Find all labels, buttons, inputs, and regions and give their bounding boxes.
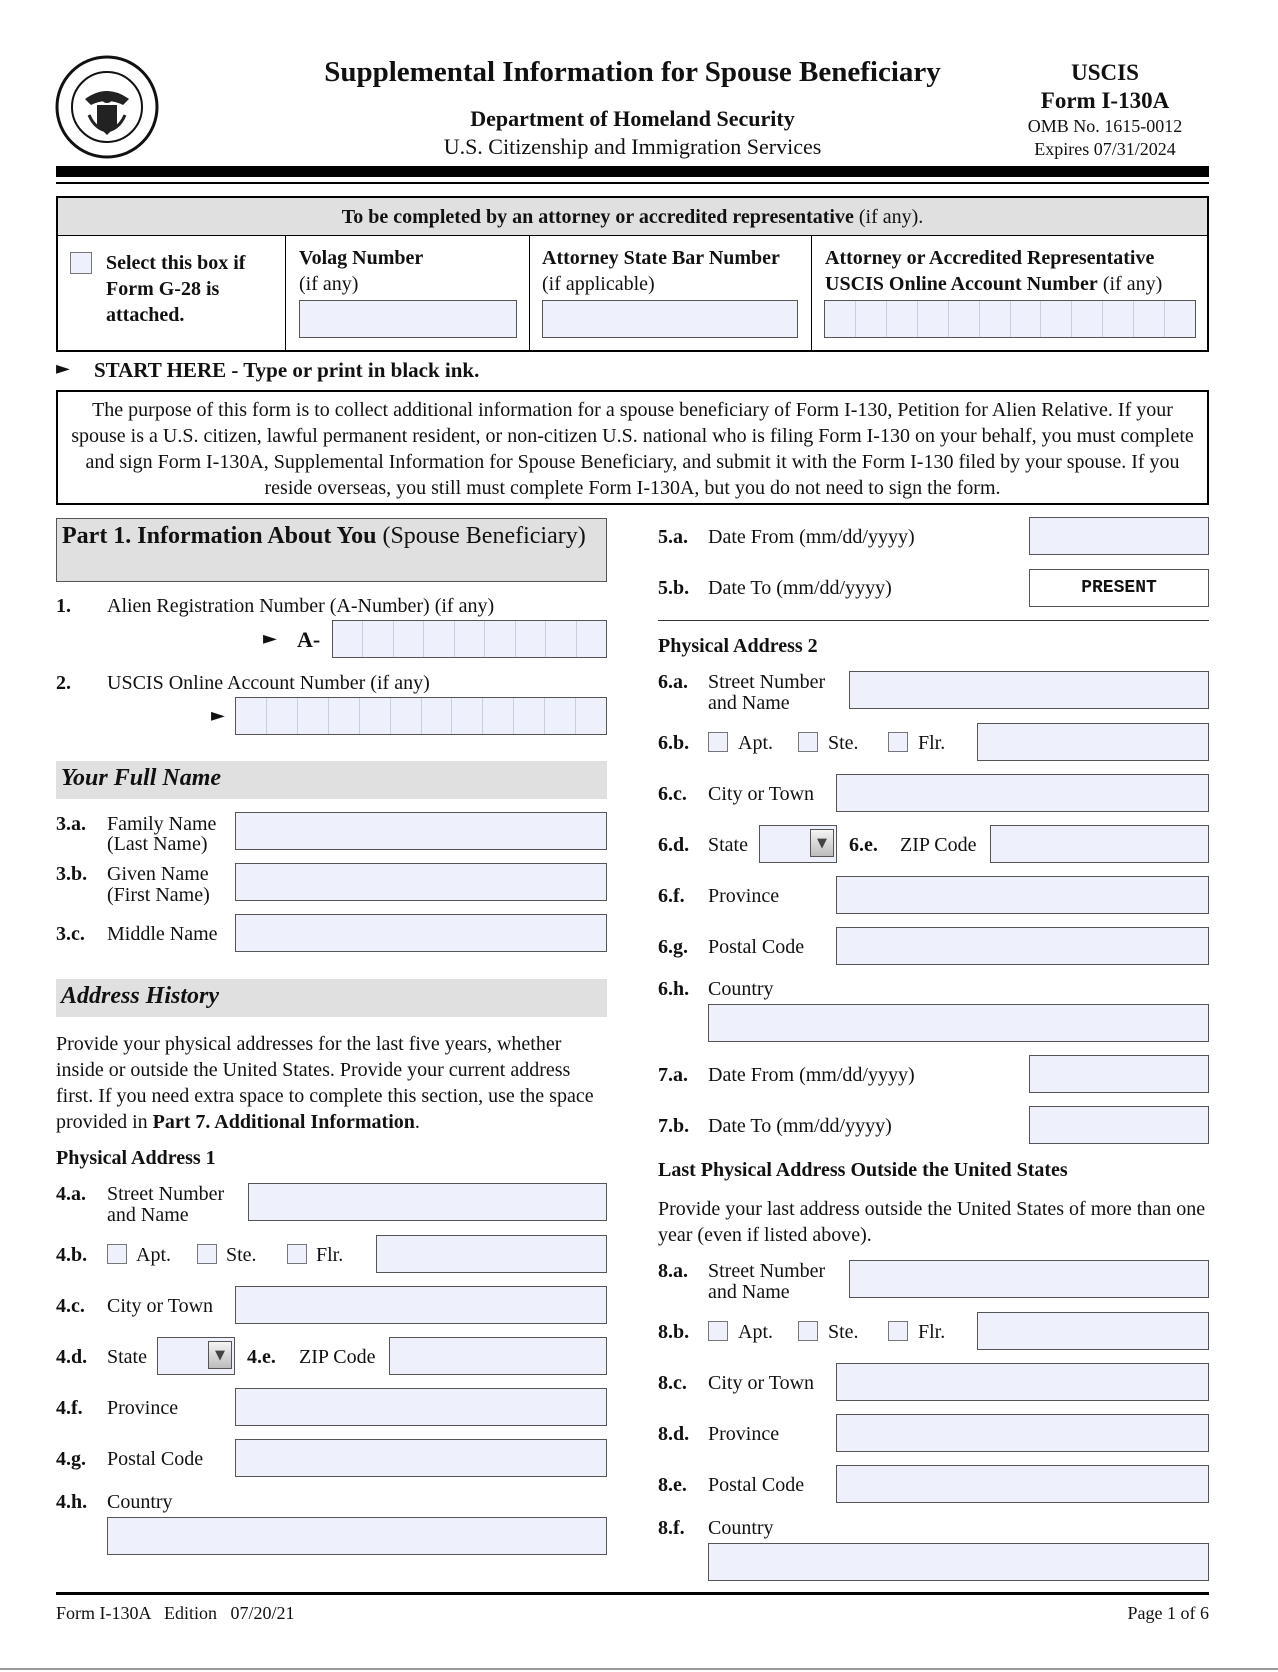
outside-province-field[interactable] bbox=[836, 1414, 1209, 1452]
outside-ste-label: Ste. bbox=[828, 1321, 859, 1343]
address2-unit-field[interactable] bbox=[977, 723, 1209, 761]
volag-sub: (if any) bbox=[299, 273, 359, 295]
q1-arrow-icon: ► bbox=[263, 628, 277, 649]
q4c-label: City or Town bbox=[107, 1295, 214, 1317]
volag-number-field[interactable] bbox=[299, 300, 517, 338]
expiration-date: Expires 07/31/2024 bbox=[1034, 139, 1176, 159]
q4e-number: 4.e. bbox=[247, 1346, 276, 1368]
q3c-number: 3.c. bbox=[56, 923, 85, 945]
q6d-label: State bbox=[708, 834, 748, 856]
q7a-label: Date From (mm/dd/yyyy) bbox=[708, 1064, 915, 1086]
rep-account-label-bold: USCIS Online Account Number bbox=[825, 273, 1098, 295]
q8c-label: City or Town bbox=[708, 1372, 815, 1394]
q8d-number: 8.d. bbox=[658, 1423, 690, 1445]
q1-label: Alien Registration Number (A-Number) (if any) bbox=[107, 595, 495, 617]
address2-flr-label: Flr. bbox=[918, 732, 946, 754]
address2-zip-field[interactable] bbox=[990, 825, 1209, 863]
middle-name-field[interactable] bbox=[235, 914, 607, 952]
start-here: START HERE - Type or print in black ink. bbox=[94, 358, 480, 382]
address1-state-select[interactable] bbox=[157, 1337, 235, 1375]
address1-country-field[interactable] bbox=[107, 1517, 607, 1555]
q6a-label-2: and Name bbox=[708, 692, 790, 714]
q4d-number: 4.d. bbox=[56, 1346, 88, 1368]
dhs-seal bbox=[55, 55, 159, 159]
q4f-number: 4.f. bbox=[56, 1397, 83, 1419]
volag-label: Volag Number bbox=[299, 247, 424, 269]
q8d-label: Province bbox=[708, 1423, 780, 1445]
bar-number-sub: (if applicable) bbox=[542, 273, 655, 295]
address1-ste-checkbox[interactable] bbox=[197, 1244, 217, 1264]
given-name-field[interactable] bbox=[235, 863, 607, 901]
outside-apt-checkbox[interactable] bbox=[708, 1321, 728, 1341]
q3a-label-2: (Last Name) bbox=[107, 833, 208, 855]
attorney-divider-1 bbox=[285, 236, 286, 351]
full-name-section-header: Your Full Name bbox=[56, 761, 607, 799]
attorney-heading bbox=[58, 206, 1207, 229]
q2-arrow-icon: ► bbox=[211, 705, 225, 726]
q8f-label: Country bbox=[708, 1517, 774, 1539]
address2-country-field[interactable] bbox=[708, 1004, 1209, 1042]
q4f-label: Province bbox=[107, 1397, 179, 1419]
q5a-label: Date From (mm/dd/yyyy) bbox=[708, 526, 915, 548]
address2-date-to-field[interactable] bbox=[1029, 1106, 1209, 1144]
g28-label: Select this box if Form G-28 is attached. bbox=[106, 252, 246, 326]
q7a-number: 7.a. bbox=[658, 1064, 688, 1086]
q3c-label: Middle Name bbox=[107, 923, 218, 945]
address2-province-field[interactable] bbox=[836, 876, 1209, 914]
footer-rule bbox=[56, 1592, 1209, 1595]
q1-number: 1. bbox=[56, 595, 71, 617]
department-name: Department of Homeland Security bbox=[470, 106, 795, 131]
q4c-number: 4.c. bbox=[56, 1295, 85, 1317]
address-history-text bbox=[56, 1031, 611, 1135]
outside-postal-field[interactable] bbox=[836, 1465, 1209, 1503]
footer-page-number: Page 1 of 6 bbox=[1127, 1603, 1209, 1623]
q6a-number: 6.a. bbox=[658, 671, 688, 693]
q4e-label: ZIP Code bbox=[299, 1346, 376, 1368]
address2-apt-checkbox[interactable] bbox=[708, 732, 728, 752]
address-history-text-2: . bbox=[414, 1111, 420, 1133]
chevron-down-icon: ▼ bbox=[810, 829, 834, 857]
right-divider bbox=[658, 620, 1209, 621]
q6h-number: 6.h. bbox=[658, 978, 690, 1000]
outside-flr-label: Flr. bbox=[918, 1321, 946, 1343]
q8a-number: 8.a. bbox=[658, 1260, 688, 1282]
address1-apt-checkbox[interactable] bbox=[107, 1244, 127, 1264]
bar-number-field[interactable] bbox=[542, 300, 798, 338]
page-bottom-edge bbox=[0, 1668, 1278, 1670]
rep-account-label-rest: (if any) bbox=[1097, 273, 1163, 295]
q4g-label: Postal Code bbox=[107, 1448, 204, 1470]
q4h-label: Country bbox=[107, 1491, 173, 1513]
q8f-number: 8.f. bbox=[658, 1517, 685, 1539]
q6c-label: City or Town bbox=[708, 783, 815, 805]
attorney-heading-rest: (if any). bbox=[853, 206, 924, 228]
chevron-down-icon: ▼ bbox=[208, 1341, 232, 1369]
agency-short: USCIS bbox=[1071, 60, 1139, 85]
q4a-label-1: Street Number bbox=[107, 1183, 225, 1205]
q3b-label-2: (First Name) bbox=[107, 884, 210, 906]
start-here-arrow-icon: ► bbox=[56, 358, 70, 379]
address1-flr-checkbox[interactable] bbox=[287, 1244, 307, 1264]
address1-date-to-field[interactable]: PRESENT bbox=[1029, 569, 1209, 607]
purpose-box: The purpose of this form is to collect additional information for a spouse beneficiary of Form I-130, Petition for Alien Relative. If your spouse is a U.S. citizen, lawful permanent resident, or non-citizen U.S. national who is filing Form I-130 on your behalf, you must complete and sign Form I-130A, Supplemental Information for Spouse Beneficiary, and submit it with the Form I-130 filed by your spouse. If you reside overseas, you still must complete Form I-130A, but you do not need to sign the form. bbox=[56, 390, 1209, 505]
q6f-label: Province bbox=[708, 885, 780, 907]
outside-flr-checkbox[interactable] bbox=[888, 1321, 908, 1341]
bar-number-label: Attorney State Bar Number bbox=[542, 247, 780, 269]
q4a-number: 4.a. bbox=[56, 1183, 86, 1205]
q2-number: 2. bbox=[56, 672, 71, 694]
rep-account-label-2 bbox=[825, 274, 1162, 295]
q6e-label: ZIP Code bbox=[900, 834, 977, 856]
q6h-label: Country bbox=[708, 978, 774, 1000]
address2-ste-checkbox[interactable] bbox=[798, 732, 818, 752]
q8c-number: 8.c. bbox=[658, 1372, 687, 1394]
address2-state-select[interactable] bbox=[759, 825, 837, 863]
q6b-number: 6.b. bbox=[658, 732, 690, 754]
q2-label: USCIS Online Account Number (if any) bbox=[107, 672, 430, 694]
outside-address-intro: Provide your last address outside the United States of more than one year (even if listed above). bbox=[658, 1198, 1206, 1246]
address1-postal-field[interactable] bbox=[235, 1439, 607, 1477]
q4b-number: 4.b. bbox=[56, 1244, 88, 1266]
outside-unit-field[interactable] bbox=[977, 1312, 1209, 1350]
q4h-number: 4.h. bbox=[56, 1491, 88, 1513]
omb-number: OMB No. 1615-0012 bbox=[1027, 116, 1183, 136]
q3a-label-1: Family Name bbox=[107, 813, 217, 835]
outside-address-heading: Last Physical Address Outside the United States bbox=[658, 1159, 1068, 1181]
q3b-number: 3.b. bbox=[56, 863, 88, 885]
footer-form-edition: Form I-130A Edition 07/20/21 bbox=[56, 1603, 295, 1623]
q4a-label-2: and Name bbox=[107, 1204, 189, 1226]
address2-date-from-field[interactable] bbox=[1029, 1055, 1209, 1093]
q8a-label-1: Street Number bbox=[708, 1260, 826, 1282]
q6d-number: 6.d. bbox=[658, 834, 690, 856]
outside-city-field[interactable] bbox=[836, 1363, 1209, 1401]
address2-heading: Physical Address 2 bbox=[658, 635, 818, 657]
address2-postal-field[interactable] bbox=[836, 927, 1209, 965]
q8e-number: 8.e. bbox=[658, 1474, 687, 1496]
outside-ste-checkbox[interactable] bbox=[798, 1321, 818, 1341]
q6a-label-1: Street Number bbox=[708, 671, 826, 693]
address-history-section-header: Address History bbox=[56, 979, 607, 1017]
uscis-account-field[interactable] bbox=[235, 697, 607, 735]
address1-province-field[interactable] bbox=[235, 1388, 607, 1426]
agency-name: U.S. Citizenship and Immigration Services bbox=[443, 134, 822, 159]
address-history-text-bold: Part 7. Additional Information bbox=[152, 1111, 415, 1133]
family-name-field[interactable] bbox=[235, 812, 607, 850]
address1-ste-label: Ste. bbox=[226, 1244, 257, 1266]
header-rule-thick bbox=[56, 166, 1209, 177]
q6f-number: 6.f. bbox=[658, 885, 685, 907]
form-title: Supplemental Information for Spouse Beneficiary bbox=[324, 56, 941, 88]
q5b-label: Date To (mm/dd/yyyy) bbox=[708, 577, 892, 599]
form-number: Form I-130A bbox=[1040, 88, 1170, 113]
address1-heading: Physical Address 1 bbox=[56, 1147, 216, 1169]
a-number-prefix: A- bbox=[297, 627, 321, 652]
address2-flr-checkbox[interactable] bbox=[888, 732, 908, 752]
q8a-label-2: and Name bbox=[708, 1281, 790, 1303]
g28-checkbox[interactable] bbox=[70, 252, 92, 274]
address2-ste-label: Ste. bbox=[828, 732, 859, 754]
q5a-number: 5.a. bbox=[658, 526, 688, 548]
q5b-number: 5.b. bbox=[658, 577, 690, 599]
q8b-number: 8.b. bbox=[658, 1321, 690, 1343]
q3a-number: 3.a. bbox=[56, 813, 86, 835]
rep-account-number-field[interactable] bbox=[824, 300, 1196, 338]
address1-unit-field[interactable] bbox=[376, 1235, 607, 1273]
attorney-divider-2 bbox=[529, 236, 530, 351]
q6e-number: 6.e. bbox=[849, 834, 878, 856]
attorney-heading-bold: To be completed by an attorney or accredited representative bbox=[341, 206, 854, 228]
address1-city-field[interactable] bbox=[235, 1286, 607, 1324]
address2-apt-label: Apt. bbox=[738, 732, 773, 754]
outside-country-field[interactable] bbox=[708, 1543, 1209, 1581]
q6c-number: 6.c. bbox=[658, 783, 687, 805]
outside-street-field[interactable] bbox=[849, 1260, 1209, 1298]
q4g-number: 4.g. bbox=[56, 1448, 86, 1470]
part1-title-bold: Part 1. Information About You bbox=[62, 523, 377, 549]
a-number-field[interactable] bbox=[332, 620, 607, 658]
address2-city-field[interactable] bbox=[836, 774, 1209, 812]
q3b-label-1: Given Name bbox=[107, 863, 209, 885]
q8e-label: Postal Code bbox=[708, 1474, 805, 1496]
address1-apt-label: Apt. bbox=[136, 1244, 171, 1266]
outside-apt-label: Apt. bbox=[738, 1321, 773, 1343]
address1-flr-label: Flr. bbox=[316, 1244, 344, 1266]
q6g-label: Postal Code bbox=[708, 936, 805, 958]
part1-title-rest: (Spouse Beneficiary) bbox=[376, 523, 586, 549]
address-history-text-1: Provide your physical addresses for the last five years, whether inside or outside the United States. Provide your current address first. If you need extra space to complete this section, use the space provided in bbox=[56, 1033, 594, 1133]
rep-account-label-1: Attorney or Accredited Representative bbox=[825, 247, 1155, 269]
address1-date-from-field[interactable] bbox=[1029, 517, 1209, 555]
address1-zip-field[interactable] bbox=[389, 1337, 607, 1375]
address2-street-field[interactable] bbox=[849, 671, 1209, 709]
q4d-label: State bbox=[107, 1346, 147, 1368]
part1-header bbox=[56, 518, 607, 582]
address1-street-field[interactable] bbox=[248, 1183, 607, 1221]
q7b-number: 7.b. bbox=[658, 1115, 690, 1137]
header-rule-thin bbox=[56, 182, 1209, 184]
q6g-number: 6.g. bbox=[658, 936, 688, 958]
attorney-divider-3 bbox=[811, 236, 812, 351]
q7b-label: Date To (mm/dd/yyyy) bbox=[708, 1115, 892, 1137]
